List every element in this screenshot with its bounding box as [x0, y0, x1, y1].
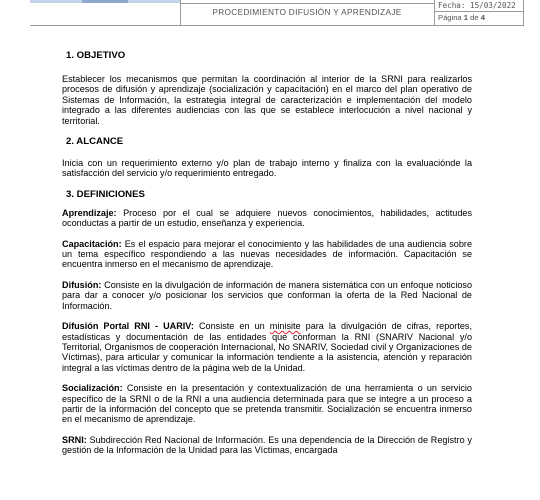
header-rule [181, 3, 434, 4]
definition-socializacion: Socialización: Consiste en la presentación y contextualización de una herramienta o un servicio específico de la SRNI o de la RNI a una audiencia determinada para que se integre a un proceso a partir de la información del concepto que se pretenda transmitir. Socialización se encuentra inmerso en el mecanismo de aprendizaje. [62, 383, 472, 425]
header-bottom-rule [30, 25, 523, 26]
header-divider [523, 0, 524, 26]
definition-srni: SRNI: Subdirección Red Nacional de Información. Es una dependencia de la Dirección de Registro y gestión de la Información de la Unidad para las Víctimas, encargada [62, 434, 472, 456]
section-text-alcance: Inicia con un requerimiento externo y/o plan de trabajo interno y finaliza con la evaluaciónde la satisfacción del servicio y/o requerimiento entregado. [62, 158, 472, 179]
definition-aprendizaje: Aprendizaje: Proceso por el cual se adquiere nuevos conocimientos, habilidades, actitudes oconductas a partir de un estudio, enseñanza y experiencia. [62, 207, 472, 229]
definition-difusion-portal: Difusión Portal RNI - UARIV: Consiste en un minisite para la divulgación de cifras, reportes, estadísticas y documentación de las entidades que conforman la RNI (SNARIV Nacional y/o Territorial, Organismos de cooperación Internacional, No SNARIV, Sociedad civil y Organizaciones de Víctimas), para articular y comunicar la información tendiente a la asistencia, atención y reparación integral a las víctimas dentro de la página web de la Unidad. [62, 321, 472, 373]
section-heading-objetivo: 1. OBJETIVO [66, 50, 126, 61]
document-date: Fecha: 15/03/2022 [438, 1, 516, 10]
spellcheck-word: minisite [269, 321, 301, 332]
section-text-objetivo: Establecer los mecanismos que permitan la coordinación al interior de la SRNI para realizarlos procesos de difusión y aprendizaje (socialización y capacitación) en el marco del plan operativo de Sistemas de Información, la estrategia integral de caracterización e implementación del modelo integrado a las diferentes audiencias con las que se establece interlocución a nivel nacional y territorial. [62, 74, 472, 126]
definition-capacitacion: Capacitación: Es el espacio para mejorar el conocimiento y las habilidades de una audiencia sobre un tema específico respondiendo a las nuevas necesidades de información. Capacitación se encuentra inmerso en el mecanismo de aprendizaje. [62, 238, 473, 270]
document-body [62, 46, 472, 456]
document-title: PROCEDIMIENTO DIFUSIÓN Y APRENDIZAJE [212, 7, 402, 17]
section-heading-definiciones: 3. DEFINICIONES [66, 188, 145, 200]
document-header [0, 0, 540, 26]
page-number: Página 1 de 4 [438, 13, 485, 22]
header-divider [434, 0, 435, 26]
header-rule [435, 11, 523, 12]
definition-difusion: Difusión: Consiste en la divulgación de información de manera sistemática con un enfoque noticioso para dar a conocer y/o posicionar los servicios que conforman la oferta de la Red Nacional de Información. [62, 279, 473, 311]
section-heading-alcance: 2. ALCANCE [66, 136, 124, 148]
logo-accent [82, 0, 128, 3]
